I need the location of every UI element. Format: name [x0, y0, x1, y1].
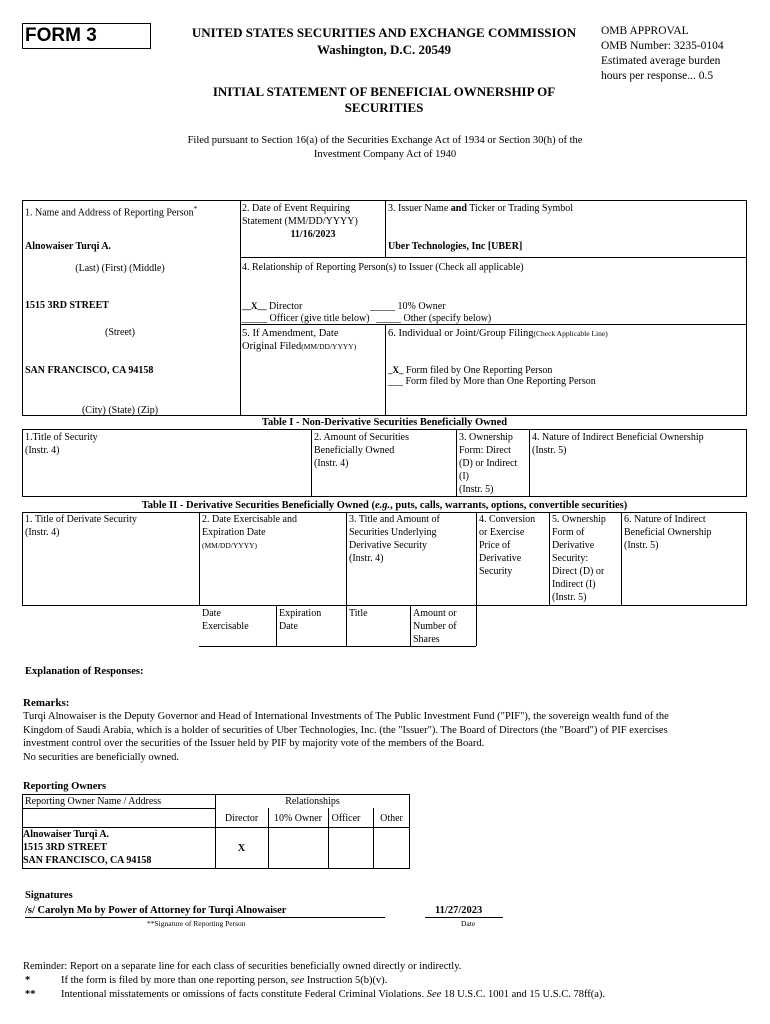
owner-address: Alnowaiser Turqi A. 1515 3RD STREET SAN FRANCISCO, CA 94158: [23, 829, 152, 866]
omb-hours: hours per response... 0.5: [601, 70, 714, 82]
table2-title: Table II - Derivative Securities Beneficially Owned (e.g., puts, calls, warrants, options, convertible securities): [141, 500, 628, 511]
table2-col-conversion: 4. Conversion or Exercise Price of Derivative Security: [479, 514, 536, 577]
form-label: FORM 3: [25, 25, 97, 46]
name-caption: (Last) (First) (Middle): [75, 263, 165, 274]
box6-label: 6. Individual or Joint/Group Filing(Check Applicable Line): [388, 328, 608, 339]
omb-burden: Estimated average burden: [601, 55, 721, 67]
date-caption: Date: [461, 919, 476, 928]
reminder: Reminder: Report on a separate line for each class of securities beneficially owned directly or indirectly.: [23, 961, 462, 972]
owner-director-mark: X: [237, 843, 246, 854]
table1-col-nature: 4. Nature of Indirect Beneficial Ownership (Instr. 5): [532, 432, 704, 456]
owners-col-relationships: Relationships: [285, 796, 340, 807]
box1-label: 1. Name and Address of Reporting Person*: [25, 204, 198, 219]
reporting-person-name: Alnowaiser Turqi A.: [25, 241, 112, 252]
sub-amount: Amount or Number of Shares: [413, 608, 457, 645]
table2-col-underlying: 3. Title and Amount of Securities Underlying Derivative Security (Instr. 4): [349, 514, 440, 564]
table2-col-nature: 6. Nature of Indirect Beneficial Ownership (Instr. 5): [624, 514, 712, 551]
table1-col-title: 1.Title of Security (Instr. 4): [25, 432, 98, 456]
table1-col-amount: 2. Amount of Securities Beneficially Owned (Instr. 4): [314, 432, 409, 469]
footnote-2: Intentional misstatements or omissions of facts constitute Federal Criminal Violations. See 18 U.S.C. 1001 and 15 U.S.C. 78ff(a).: [61, 989, 606, 1000]
filed-pursuant: Filed pursuant to Section 16(a) of the Securities Exchange Act of 1934 or Section 30(h) of the Investment Company Act of 1940: [187, 135, 583, 160]
signature-date: 11/27/2023: [435, 905, 483, 916]
footnote-double-star: **: [25, 989, 36, 1000]
table2-col-title: 1. Title of Derivate Security (Instr. 4): [25, 514, 137, 538]
remarks-heading: Remarks:: [23, 697, 70, 709]
sub-title: Title: [349, 608, 368, 619]
signature-caption: **Signature of Reporting Person: [147, 919, 246, 928]
city-caption: (City) (State) (Zip): [81, 405, 159, 416]
box3-label: 3. Issuer Name and Ticker or Trading Symbol: [388, 203, 574, 214]
sub-date-exercisable: Date Exercisable: [202, 608, 249, 632]
street-caption: (Street): [105, 327, 135, 338]
box4-label: 4. Relationship of Reporting Person(s) to Issuer (Check all applicable): [242, 262, 524, 273]
table2-col-ownership: 5. Ownership Form of Derivative Security: Direct (D) or Indirect (I) (Instr. 5): [552, 514, 606, 603]
owners-col-officer: Officer: [331, 813, 361, 824]
footnote-1: If the form is filed by more than one reporting person, see Instruction 5(b)(v).: [61, 975, 388, 986]
owners-col-ten-pct: 10% Owner: [273, 813, 323, 824]
remarks-text: Turqi Alnowaiser is the Deputy Governor and Head of International Investments of The Public Investment Fund ("PIF"), the sovereign wealth fund of the Kingdom of Saudi Arabia, which is a holder of securities of Uber Technologies, Inc. (the "Issuer"). The Board of Directors (the "Board") of PIF exercises investment control over the securities of the Issuer held by PIF by majority vote of the members of the Board. No securities are beneficially owned.: [23, 711, 669, 763]
table1-title: Table I - Non-Derivative Securities Beneficially Owned: [261, 417, 508, 428]
owners-col-other: Other: [380, 813, 403, 824]
page-title: INITIAL STATEMENT OF BENEFICIAL OWNERSHIP OF SECURITIES: [212, 84, 556, 115]
signature-value: /s/ Carolyn Mo by Power of Attorney for Turqi Alnowaiser: [25, 905, 287, 916]
omb-approval: [601, 24, 724, 84]
box5-label: 5. If Amendment, Date Original Filed(MM/DD/YYYY): [242, 328, 357, 352]
director-checkbox: __X__ Director: [242, 301, 303, 312]
explanation-heading: Explanation of Responses:: [25, 666, 144, 677]
one-person-filing: _X_ Form filed by One Reporting Person: [388, 365, 553, 376]
table2-col-date: 2. Date Exercisable and Expiration Date (MM/DD/YYYY): [202, 514, 297, 550]
ten-pct-owner-checkbox: _____ 10% Owner: [370, 301, 446, 312]
other-checkbox: _____ Other (specify below): [376, 313, 492, 324]
event-date: 11/16/2023: [290, 229, 336, 240]
sub-expiration-date: Expiration Date: [279, 608, 322, 632]
owners-col-name: Reporting Owner Name / Address: [25, 796, 162, 807]
officer-checkbox: _____ Officer (give title below): [242, 313, 370, 324]
omb-title: OMB APPROVAL: [601, 25, 689, 37]
reporting-person-street: 1515 3RD STREET: [25, 300, 109, 311]
agency-title: UNITED STATES SECURITIES AND EXCHANGE COMMISSION: [191, 25, 577, 40]
reporting-person-city: SAN FRANCISCO, CA 94158: [25, 365, 154, 376]
owners-col-director: Director: [224, 813, 259, 824]
footnote-star: *: [25, 975, 31, 986]
omb-number: OMB Number: 3235-0104: [601, 40, 724, 52]
form-label-box: [22, 23, 151, 49]
multi-person-filing: ___ Form filed by More than One Reporting Person: [388, 376, 596, 387]
box2-label: 2. Date of Event Requiring Statement (MM/DD/YYYY): [242, 203, 358, 227]
owners-heading: Reporting Owners: [23, 781, 107, 792]
issuer-name: Uber Technologies, Inc [UBER]: [388, 241, 523, 252]
agency-location: Washington, D.C. 20549: [317, 42, 451, 57]
table1-col-ownership: 3. Ownership Form: Direct (D) or Indirect (I) (Instr. 5): [459, 432, 518, 495]
signatures-heading: Signatures: [25, 890, 73, 901]
